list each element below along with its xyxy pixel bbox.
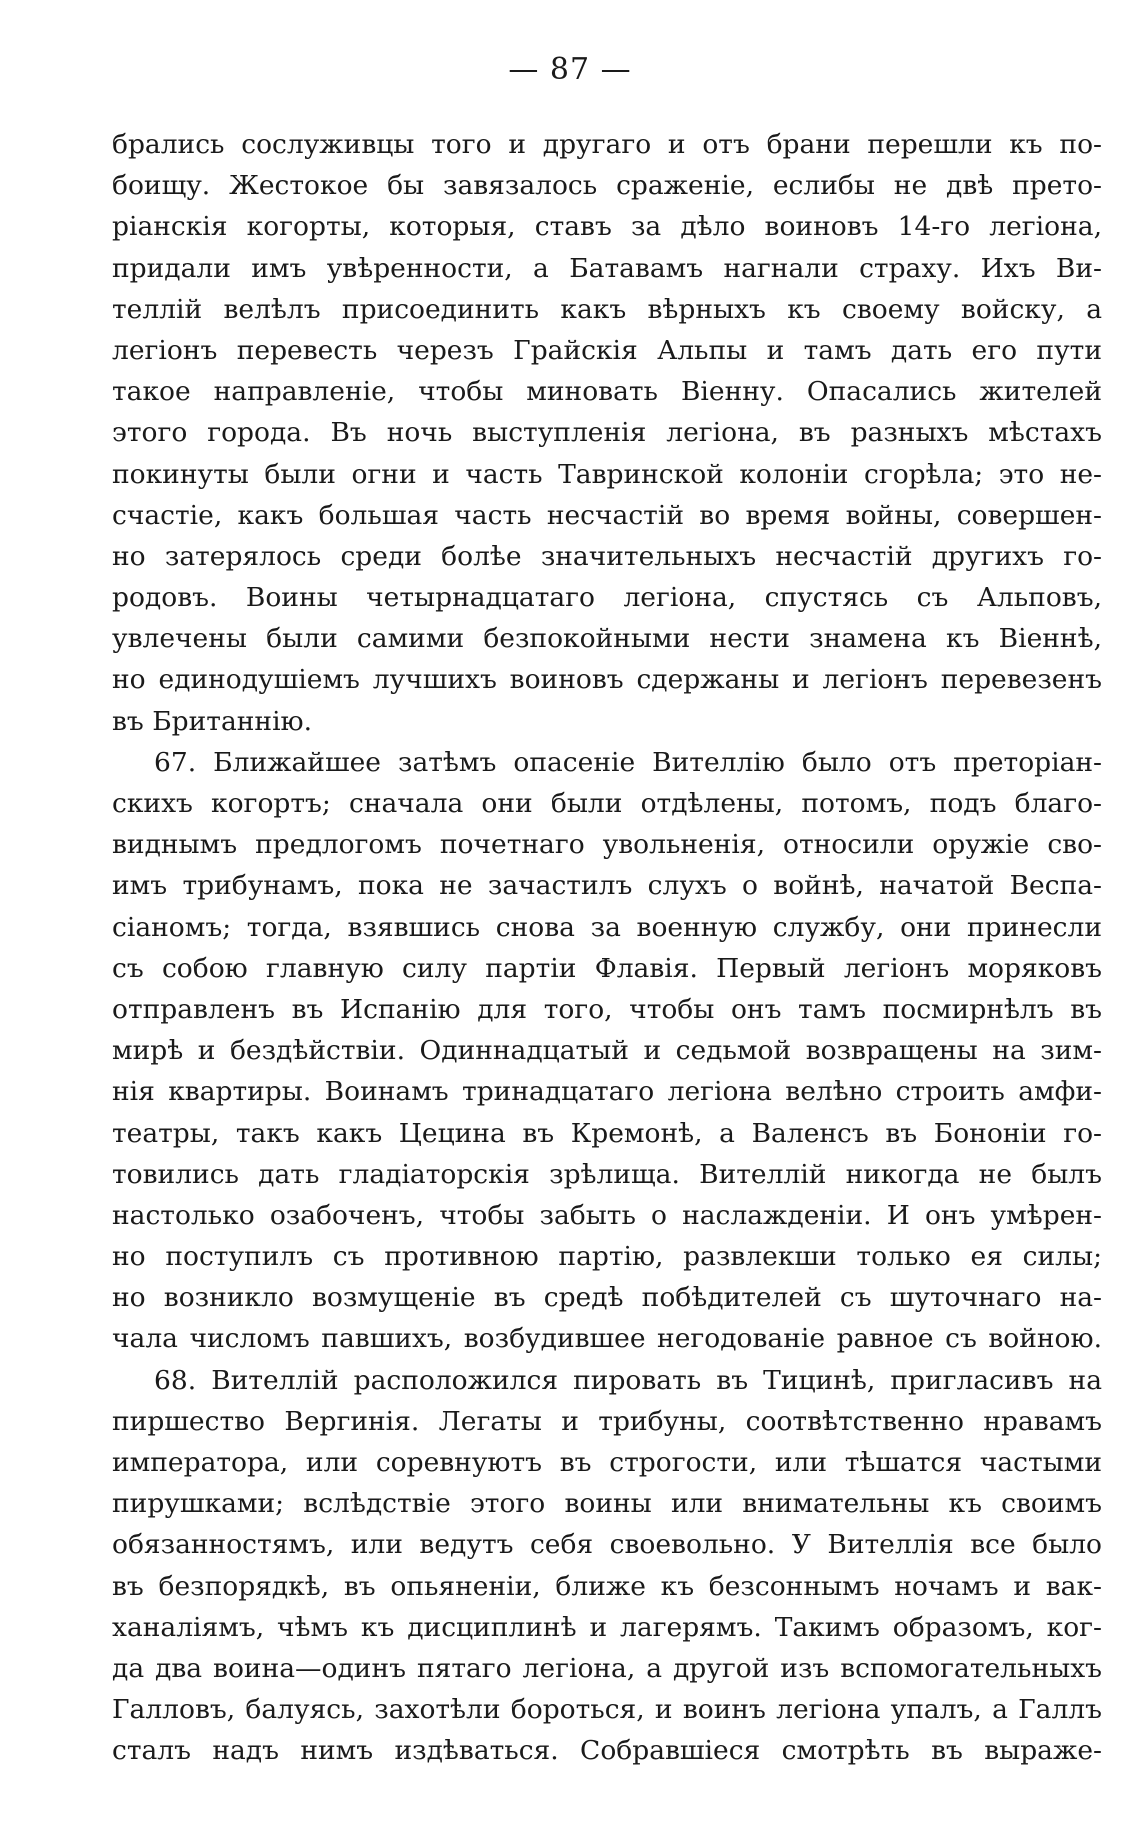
text-line: ріанскія когорты, которыя, ставъ за дѣло воиновъ 14-го легіона, <box>112 211 1102 243</box>
text-line: мирѣ и бездѣйствіи. Одиннадцатый и седьмой возвращены на зим- <box>112 1035 1102 1067</box>
text-line: легіонъ перевесть черезъ Грайскія Альпы и тамъ дать его пути <box>112 334 1102 366</box>
page-number: — 87 — <box>508 52 632 87</box>
text-line: счастіе, какъ большая часть несчастій во время войны, совершен- <box>112 499 1102 531</box>
text-line: чала числомъ павшихъ, возбудившее негодованіе равное съ войною. <box>112 1323 1102 1355</box>
text-line: императора, или соревнуютъ въ строгости, или тѣшатся частыми <box>112 1447 1102 1478</box>
text-line: сталъ надъ нимъ издѣваться. Собравшіеся смотрѣть въ выраже- <box>112 1735 1102 1767</box>
text-line: покинуты были огни и часть Тавринской колоніи сгорѣла; это не- <box>112 458 1102 490</box>
text-line: театры, такъ какъ Цецина въ Кремонѣ, а Валенсъ въ Бононіи го- <box>112 1117 1102 1149</box>
text-line: настолько озабоченъ, чтобы забыть о наслажденіи. И онъ умѣрен- <box>112 1199 1102 1231</box>
text-line: Галловъ, балуясь, захотѣли бороться, и воинъ легіона упалъ, а Галлъ <box>112 1694 1102 1726</box>
text-line: родовъ. Воины четырнадцатаго легіона, спустясь съ Альповъ, <box>112 582 1102 614</box>
text-line: боищу. Жестокое бы завязалось сраженіе, еслибы не двѣ прето- <box>112 170 1102 202</box>
text-line: пирушками; вслѣдствіе этого воины или внимательны къ своимъ <box>112 1488 1102 1520</box>
text-line: но единодушіемъ лучшихъ воиновъ сдержаны и легіонъ перевезенъ <box>112 664 1102 696</box>
text-line: нія квартиры. Воинамъ тринадцатаго легіона велѣно строить амфи- <box>112 1076 1102 1108</box>
text-line: но возникло возмущеніе въ средѣ побѣдителей съ шуточнаго на- <box>112 1282 1102 1314</box>
text-line: въ Британнію. <box>112 705 313 737</box>
body-text <box>112 124 1102 1772</box>
text-line: но затерялось среди болѣе значительныхъ несчастій другихъ го- <box>112 540 1102 572</box>
text-line: въ безпорядкѣ, въ опьяненіи, ближе къ безсоннымъ ночамъ и вак- <box>112 1570 1102 1602</box>
text-line: брались сослуживцы того и другаго и отъ брани перешли къ по- <box>112 129 1102 160</box>
text-line: съ собою главную силу партіи Флавія. Первый легіонъ моряковъ <box>112 952 1102 984</box>
text-line: 68. Вителлій расположился пировать въ Тицинѣ, пригласивъ на <box>154 1364 1102 1396</box>
text-line: этого города. Въ ночь выступленія легіона, въ разныхъ мѣстахъ <box>112 417 1102 449</box>
text-line: да два воина—одинъ пятаго легіона, а другой изъ вспомогательныхъ <box>112 1652 1102 1684</box>
text-line: такое направленіе, чтобы миновать Віенну. Опасались жителей <box>112 376 1102 408</box>
text-line: 67. Ближайшее затѣмъ опасеніе Вителлію было отъ преторіан- <box>154 746 1102 778</box>
text-line: скихъ когортъ; сначала они были отдѣлены, потомъ, подъ благо- <box>112 788 1102 819</box>
text-line: ханаліямъ, чѣмъ къ дисциплинѣ и лагерямъ. Такимъ образомъ, ког- <box>112 1611 1102 1643</box>
text-line: но поступилъ съ противною партію, развлекши только ея силы; <box>112 1241 1102 1273</box>
text-line: сіаномъ; тогда, взявшись снова за военную службу, они принесли <box>112 911 1102 943</box>
text-line: имъ трибунамъ, пока не зачастилъ слухъ о войнѣ, начатой Веспа- <box>112 870 1102 902</box>
text-line: виднымъ предлогомъ почетнаго увольненія, относили оружіе сво- <box>112 829 1102 861</box>
text-line: пиршество Вергинія. Легаты и трибуны, соотвѣтственно нравамъ <box>112 1405 1102 1437</box>
text-line: теллій велѣлъ присоединить какъ вѣрныхъ къ своему войску, а <box>112 293 1102 325</box>
text-line: обязанностямъ, или ведутъ себя своевольно. У Вителлія все было <box>112 1529 1102 1561</box>
text-line: товились дать гладіаторскія зрѣлища. Вителлій никогда не былъ <box>112 1158 1102 1190</box>
text-line: увлечены были самими безпокойными нести знамена къ Віеннѣ, <box>112 623 1102 655</box>
text-line: придали имъ увѣренности, а Батавамъ нагнали страху. Ихъ Ви- <box>112 252 1102 284</box>
text-line: отправленъ въ Испанію для того, чтобы онъ тамъ посмирнѣлъ въ <box>112 993 1102 1025</box>
